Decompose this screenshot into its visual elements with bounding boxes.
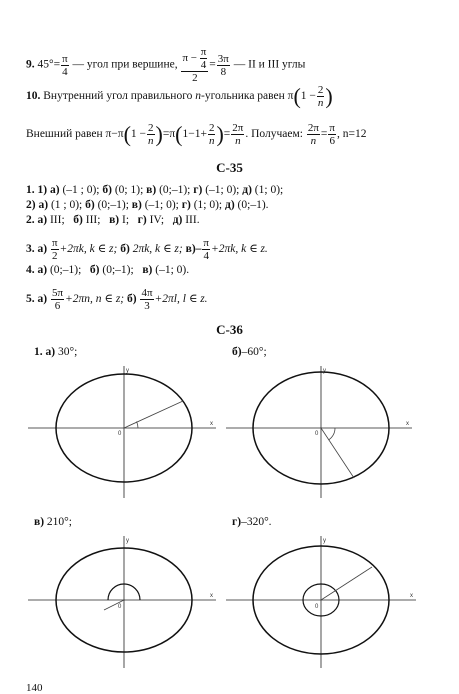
text: Внешний равен π−π [26, 128, 124, 141]
fraction: $\frac{2}{n}$ [317, 84, 324, 109]
text: 45°= [37, 58, 61, 71]
unit-circle-30 [20, 362, 220, 502]
svg-text:0: 0 [118, 431, 122, 437]
fraction: $\frac{2}{n}$ [148, 122, 154, 147]
answer-3: 3. а) $\frac{\pi}{2}$ +2πk, k ∈ z; б) 2πk, k ∈ z; в)– $\frac{\pi}{4}$ +2πk, k ∈ z. [26, 237, 268, 262]
problem-10-exterior: Внешний равен π−π(1 − $\frac{2}{n}$ )=π(1−1+ $\frac{2}{n}$ )= $\frac{2\pi}{n}$ . Получаем: $\frac{2\pi}{n}$ = $\frac{\pi}{6}$ , n=12 [26, 121, 367, 147]
problem-number: 9. [26, 58, 35, 71]
svg-text:0: 0 [118, 604, 122, 610]
svg-text:x: x [210, 421, 213, 427]
fig-label-d: г)–320°. [232, 516, 272, 528]
problem-number: 10. [26, 90, 41, 103]
fraction: π − $\frac{\pi}{4}$ 2 [182, 46, 207, 84]
svg-text:y: y [323, 368, 326, 374]
svg-text:0: 0 [315, 431, 319, 437]
svg-text:x: x [210, 593, 213, 599]
section-title-c35: С-35 [216, 160, 243, 175]
fraction: $\frac{\pi}{4}$ [203, 237, 209, 262]
answer-5: 5. а) $\frac{5\pi}{6}$ +2πn, n ∈ z; б) $\frac{4\pi}{3}$ +2πl, l ∈ z. [26, 287, 208, 312]
svg-text:y: y [126, 368, 129, 374]
svg-text:y: y [126, 538, 129, 544]
answer-2: 2. а) III; б) III; в) I; г) IV; д) III. [26, 214, 200, 226]
fraction: $\frac{4\pi}{3}$ [141, 287, 153, 312]
fig-label-c: в) 210°; [34, 516, 72, 528]
svg-text:x: x [406, 421, 409, 427]
fraction: $\frac{5\pi}{6}$ [51, 287, 64, 312]
var: n [195, 90, 202, 103]
fraction: $\frac{\pi}{6}$ [329, 122, 335, 147]
answer-1-2: 2) а) (1 ; 0); б) (0;–1); в) (–1; 0); г) (1; 0); д) (0;–1). [26, 199, 269, 211]
svg-text:0: 0 [315, 604, 319, 610]
unit-circle-210 [20, 532, 220, 672]
fraction: $\frac{\pi}{4}$ [62, 52, 68, 78]
svg-text:x: x [410, 593, 413, 599]
fraction: $\frac{3\pi}{8}$ [217, 52, 229, 78]
text: -угольника равен π [201, 90, 294, 103]
page-number: 140 [26, 682, 43, 694]
fraction: $\frac{2\pi}{n}$ [232, 122, 244, 147]
text: Внутренний угол правильного [43, 90, 193, 103]
unit-circle-minus-60 [222, 362, 422, 502]
fig-label-b: б)–60°; [232, 346, 267, 358]
unit-circle-minus-320 [222, 532, 422, 672]
fraction: $\frac{2\pi}{n}$ [307, 122, 319, 147]
fraction: $\frac{\pi}{2}$ [51, 237, 58, 262]
svg-text:y: y [323, 538, 326, 544]
text: — угол при вершине, [72, 58, 178, 71]
answer-4: 4. а) (0;–1); б) (0;–1); в) (–1; 0). [26, 264, 190, 276]
problem-9: 9. 45°= $\frac{\pi}{4}$ — угол при вершине, π − $\frac{\pi}{4}$ 2 = $\frac{3\pi}{8}$ — II и III углы [26, 46, 306, 84]
answer-1-1: 1. 1) а) (–1 ; 0); б) (0; 1); в) (0;–1); г) (–1; 0); д) (1; 0); [26, 184, 284, 196]
problem-10: 10. Внутренний угол правильного n-угольника равен π(1 − $\frac{2}{n}$ ) [26, 83, 333, 109]
fraction: $\frac{2}{n}$ [208, 122, 215, 147]
section-title-c36: С-36 [216, 322, 243, 337]
fig-label-a: 1. а) 30°; [34, 346, 78, 358]
text: — II и III углы [233, 58, 306, 71]
